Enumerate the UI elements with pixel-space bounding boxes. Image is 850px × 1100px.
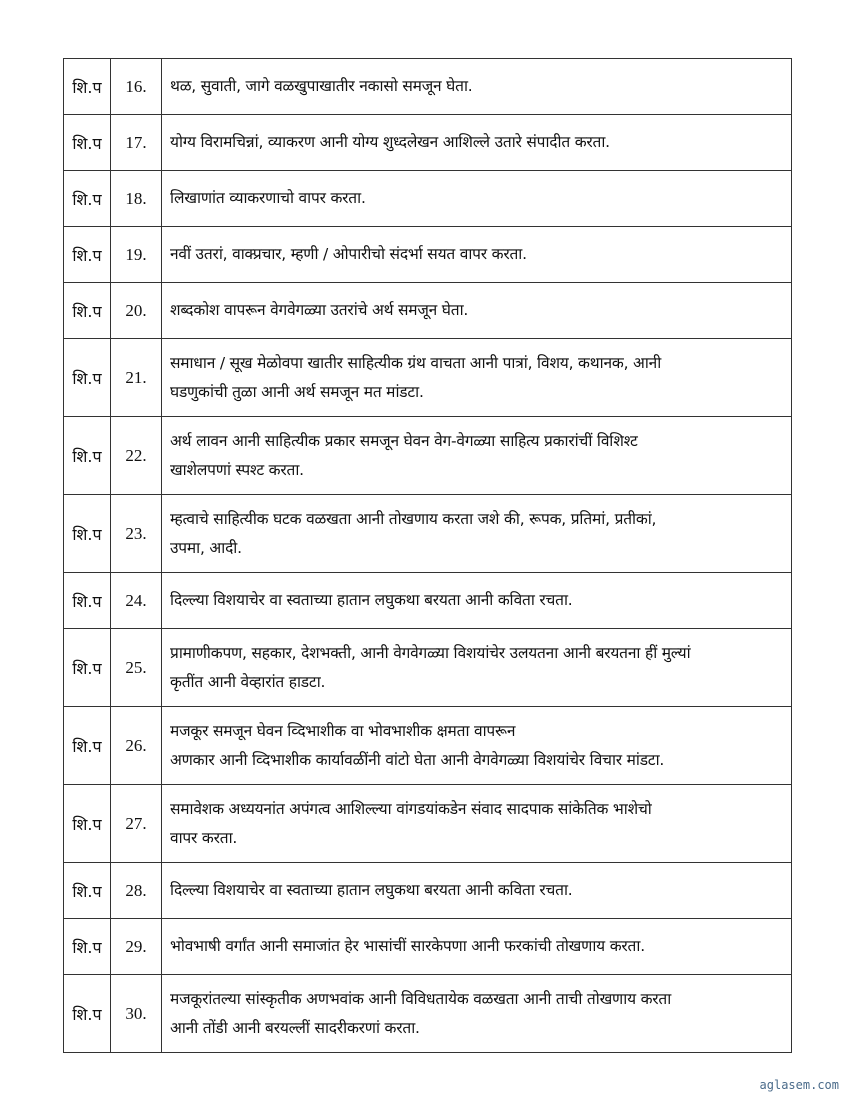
outcome-description-line: दिल्ल्या विशयाचेर वा स्वताच्या हातान लघुकथा बरयता आनी कविता रचता. xyxy=(170,591,573,609)
outcome-code: शि.प xyxy=(64,919,111,975)
outcome-code: शि.प xyxy=(64,975,111,1053)
outcome-description-line: प्रामाणीकपण, सहकार, देशभक्ती, आनी वेगवेगळ्या विशयांचेर उलयतना आनी बरयतना हीं मुल्यां xyxy=(170,643,691,662)
table-row xyxy=(64,339,792,417)
outcome-number: 24. xyxy=(111,573,162,629)
outcome-description-line: योग्य विरामचिन्नां, व्याकरण आनी योग्य शुध्दलेखन आशिल्ले उतारे संपादीत करता. xyxy=(170,133,610,151)
outcome-description-line: घडणुकांची तुळा आनी अर्थ समजून मत मांडटा. xyxy=(170,382,424,401)
outcome-description xyxy=(162,283,792,339)
outcome-code: शि.प xyxy=(64,339,111,417)
outcome-code: शि.प xyxy=(64,573,111,629)
outcome-description xyxy=(162,495,792,573)
outcome-number: 28. xyxy=(111,863,162,919)
outcome-number: 30. xyxy=(111,975,162,1053)
learning-outcomes-table xyxy=(63,58,792,1053)
outcome-number: 21. xyxy=(111,339,162,417)
outcome-description-line: खाशेलपणां स्पश्ट करता. xyxy=(170,460,304,479)
outcome-code: शि.प xyxy=(64,629,111,707)
outcome-description-line: थळ, सुवाती, जागे वळखुपाखातीर नकासो समजून घेता. xyxy=(170,77,473,95)
table-body xyxy=(64,59,792,1053)
table-row xyxy=(64,707,792,785)
outcome-number: 26. xyxy=(111,707,162,785)
outcome-description-line: मजकूरांतल्या सांस्कृतीक अणभवांक आनी विविधतायेक वळखता आनी ताची तोखणाय करता xyxy=(170,989,672,1008)
outcome-number: 25. xyxy=(111,629,162,707)
table-row xyxy=(64,283,792,339)
outcome-code: शि.प xyxy=(64,283,111,339)
outcome-description xyxy=(162,171,792,227)
outcome-description-line: म्हत्वाचे साहित्यीक घटक वळखता आनी तोखणाय करता जशे की, रूपक, प्रतिमां, प्रतीकां, xyxy=(170,509,657,528)
outcome-description xyxy=(162,707,792,785)
table-row xyxy=(64,59,792,115)
outcome-code: शि.प xyxy=(64,115,111,171)
outcome-description xyxy=(162,863,792,919)
outcome-description-line: दिल्ल्या विशयाचेर वा स्वताच्या हातान लघुकथा बरयता आनी कविता रचता. xyxy=(170,881,573,899)
outcome-code: शि.प xyxy=(64,785,111,863)
table-row xyxy=(64,863,792,919)
outcome-description-line: लिखाणांत व्याकरणाचो वापर करता. xyxy=(170,189,366,207)
outcome-description-line: अर्थ लावन आनी साहित्यीक प्रकार समजून घेवन वेग-वेगळ्या साहित्य प्रकारांचीं विशिश्ट xyxy=(170,431,638,450)
outcome-number: 18. xyxy=(111,171,162,227)
outcome-description xyxy=(162,629,792,707)
outcome-number: 20. xyxy=(111,283,162,339)
outcome-number: 19. xyxy=(111,227,162,283)
watermark-text: aglasem.com xyxy=(759,1078,839,1092)
outcome-description-line: समाधान / सूख मेळोवपा खातीर साहित्यीक ग्रंथ वाचता आनी पात्रां, विशय, कथानक, आनी xyxy=(170,353,662,372)
table-row xyxy=(64,975,792,1053)
table-row xyxy=(64,115,792,171)
outcome-code: शि.प xyxy=(64,171,111,227)
table-row xyxy=(64,785,792,863)
table-row xyxy=(64,629,792,707)
table-row xyxy=(64,171,792,227)
outcome-description-line: आनी तोंडी आनी बरयल्लीं सादरीकरणां करता. xyxy=(170,1018,420,1037)
outcome-description-line: भोवभाषी वर्गांत आनी समाजांत हेर भासांचीं सारकेपणा आनी फरकांची तोखणाय करता. xyxy=(170,937,645,955)
outcome-code: शि.प xyxy=(64,495,111,573)
table-row xyxy=(64,919,792,975)
outcome-description-line: उपमा, आदी. xyxy=(170,538,242,557)
outcome-description xyxy=(162,573,792,629)
table-row xyxy=(64,573,792,629)
outcome-number: 29. xyxy=(111,919,162,975)
table-row xyxy=(64,495,792,573)
outcome-description-line: अणकार आनी व्दिभाशीक कार्यावळींनी वांटो घेता आनी वेगवेगळ्या विशयांचेर विचार मांडटा. xyxy=(170,750,665,769)
outcome-description xyxy=(162,115,792,171)
outcome-description xyxy=(162,975,792,1053)
outcome-description xyxy=(162,919,792,975)
outcome-number: 27. xyxy=(111,785,162,863)
outcome-description-line: समावेशक अध्ययनांत अपंगत्व आशिल्ल्या वांगडयांकडेन संवाद सादपाक सांकेतिक भाशेचो xyxy=(170,799,652,818)
outcome-description xyxy=(162,339,792,417)
outcome-code: शि.प xyxy=(64,227,111,283)
outcome-number: 16. xyxy=(111,59,162,115)
outcome-description xyxy=(162,59,792,115)
outcome-code: शि.प xyxy=(64,417,111,495)
table-row xyxy=(64,227,792,283)
outcome-description xyxy=(162,227,792,283)
outcome-code: शि.प xyxy=(64,707,111,785)
outcome-number: 17. xyxy=(111,115,162,171)
outcome-description xyxy=(162,785,792,863)
outcome-description-line: शब्दकोश वापरून वेगवेगळ्या उतरांचे अर्थ समजून घेता. xyxy=(170,301,469,319)
outcome-description-line: नवीं उतरां, वाक्प्रचार, म्हणी / ओपारीचो संदर्भा सयत वापर करता. xyxy=(170,245,527,263)
outcome-description-line: वापर करता. xyxy=(170,828,238,847)
outcome-description xyxy=(162,417,792,495)
outcome-number: 23. xyxy=(111,495,162,573)
outcome-description-line: कृतींत आनी वेव्हारांत हाडटा. xyxy=(170,672,326,691)
outcome-code: शि.प xyxy=(64,59,111,115)
outcome-number: 22. xyxy=(111,417,162,495)
outcome-code: शि.प xyxy=(64,863,111,919)
outcome-description-line: मजकूर समजून घेवन व्दिभाशीक वा भोवभाशीक क्षमता वापरून xyxy=(170,721,516,740)
table-row xyxy=(64,417,792,495)
